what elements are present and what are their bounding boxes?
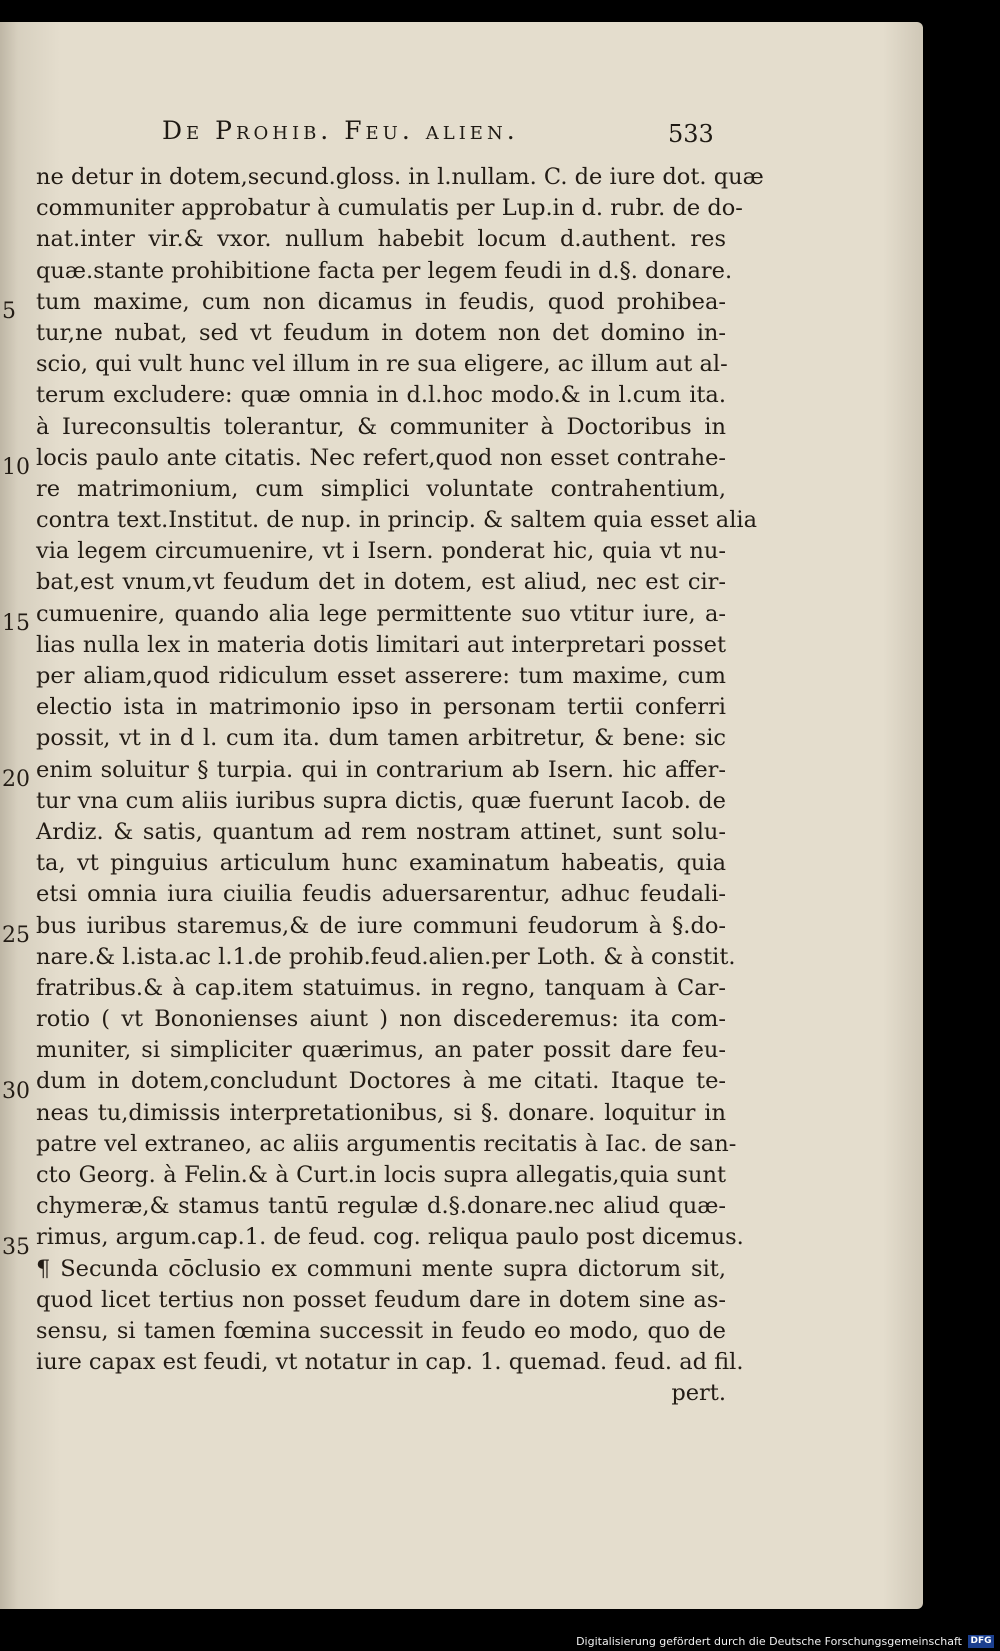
text-line: iure capax est feudi, vt notatur in cap. 1. quemad. feud. ad fil. [36, 1349, 744, 1376]
text-line: dum in dotem,concludunt Doctores à me citati. Itaque te- [36, 1068, 726, 1095]
scan-footer-bar [0, 1631, 1000, 1651]
text-line: nat.inter vir.& vxor. nullum habebit locum d.authent. res [36, 226, 726, 253]
text-line: electio ista in matrimonio ipso in personam tertii conferri [36, 694, 726, 721]
line-number: 10 [2, 455, 30, 480]
text-line: ne detur in dotem,secund.gloss. in l.nullam. C. de iure dot. quæ [36, 164, 764, 190]
dfg-logo: DFG [968, 1635, 994, 1648]
text-line: tur,ne nubat, sed vt feudum in dotem non det domino in- [36, 319, 726, 346]
text-line: ¶ Secunda cōclusio ex communi mente supra dictorum sit, [36, 1255, 726, 1282]
line-number: 20 [2, 767, 30, 792]
text-line: bat,est vnum,vt feudum det in dotem, est aliud, nec est cir- [36, 569, 726, 596]
text-line: rotio ( vt Bononienses aiunt ) non discederemus: ita com- [36, 1006, 726, 1033]
text-line: chymeræ,& stamus tantū regulæ d.§.donare.nec aliud quæ- [36, 1193, 726, 1220]
body-text [36, 162, 764, 1410]
text-line: enim soluitur § turpia. qui in contrarium ab Isern. hic affer- [36, 756, 726, 783]
text-line: possit, vt in d l. cum ita. dum tamen arbitretur, & bene: sic [36, 725, 726, 752]
text-line: etsi omnia iura ciuilia feudis aduersarentur, adhuc feudali- [36, 881, 726, 908]
text-line: communiter approbatur à cumulatis per Lup.in d. rubr. de do- [36, 195, 743, 222]
page-number: 533 [668, 120, 714, 148]
text-line: re matrimonium, cum simplici voluntate contrahentium, [36, 475, 726, 502]
line-number: 30 [2, 1079, 30, 1104]
text-line: tum maxime, cum non dicamus in feudis, quod prohibea- [36, 288, 726, 315]
text-line: contra text.Institut. de nup. in princip. & saltem quia esset alia [36, 507, 758, 534]
text-line: nare.& l.ista.ac l.1.de prohib.feud.alien.per Loth. & à constit. [36, 943, 736, 970]
line-number-margin [0, 22, 40, 1609]
text-line: terum excludere: quæ omnia in d.l.hoc modo.& in l.cum ita. [36, 382, 726, 409]
text-line: Ardiz. & satis, quantum ad rem nostram attinet, sunt solu- [36, 818, 726, 845]
text-line: cto Georg. à Felin.& à Curt.in locis supra allegatis,quia sunt [36, 1162, 726, 1188]
text-line: via legem circumuenire, vt i Isern. ponderat hic, quia vt nu- [36, 538, 726, 565]
text-line: ta, vt pinguius articulum hunc examinatum habeatis, quia [36, 850, 726, 877]
text-line: lias nulla lex in materia dotis limitari aut interpretari posset [36, 631, 726, 658]
text-line: tur vna cum aliis iuribus supra dictis, quæ fuerunt Iacob. de [36, 787, 726, 814]
text-line: fratribus.& à cap.item statuimus. in regno, tanquam à Car- [36, 974, 726, 1001]
text-line: locis paulo ante citatis. Nec refert,quod non esset contrahe- [36, 444, 726, 471]
running-title: De Prohib. Feu. alien. [162, 116, 519, 145]
line-number: 5 [2, 299, 16, 324]
text-line: rimus, argum.cap.1. de feud. cog. reliqua paulo post dicemus. [36, 1224, 744, 1251]
text-line: bus iuribus staremus,& de iure communi feudorum à §.do- [36, 912, 726, 939]
text-line: patre vel extraneo, ac aliis argumentis recitatis à Iac. de san- [36, 1130, 737, 1157]
line-number: 15 [2, 611, 30, 636]
text-line: per aliam,quod ridiculum esset asserere: tum maxime, cum [36, 663, 726, 689]
text-line: cumuenire, quando alia lege permittente suo vtitur iure, a- [36, 600, 726, 627]
text-line: muniter, si simpliciter quærimus, an pater possit dare feu- [36, 1037, 726, 1064]
text-line: à Iureconsultis tolerantur, & communiter à Doctoribus in [36, 413, 726, 440]
text-line: neas tu,dimissis interpretationibus, si §. donare. loquitur in [36, 1099, 726, 1126]
text-line: sensu, si tamen fœmina successit in feudo eo modo, quo de [36, 1317, 726, 1344]
page-header [0, 112, 923, 152]
line-number: 25 [2, 923, 30, 948]
funding-credit: Digitalisierung gefördert durch die Deutsche Forschungsgemeinschaft [576, 1635, 962, 1648]
catchword: pert. [671, 1380, 726, 1407]
book-page [0, 22, 923, 1609]
line-number: 35 [2, 1235, 30, 1260]
text-line: quod licet tertius non posset feudum dare in dotem sine as- [36, 1286, 726, 1313]
text-line: scio, qui vult hunc vel illum in re sua eligere, ac illum aut al- [36, 351, 728, 378]
text-line: quæ.stante prohibitione facta per legem feudi in d.§. donare. [36, 257, 733, 284]
